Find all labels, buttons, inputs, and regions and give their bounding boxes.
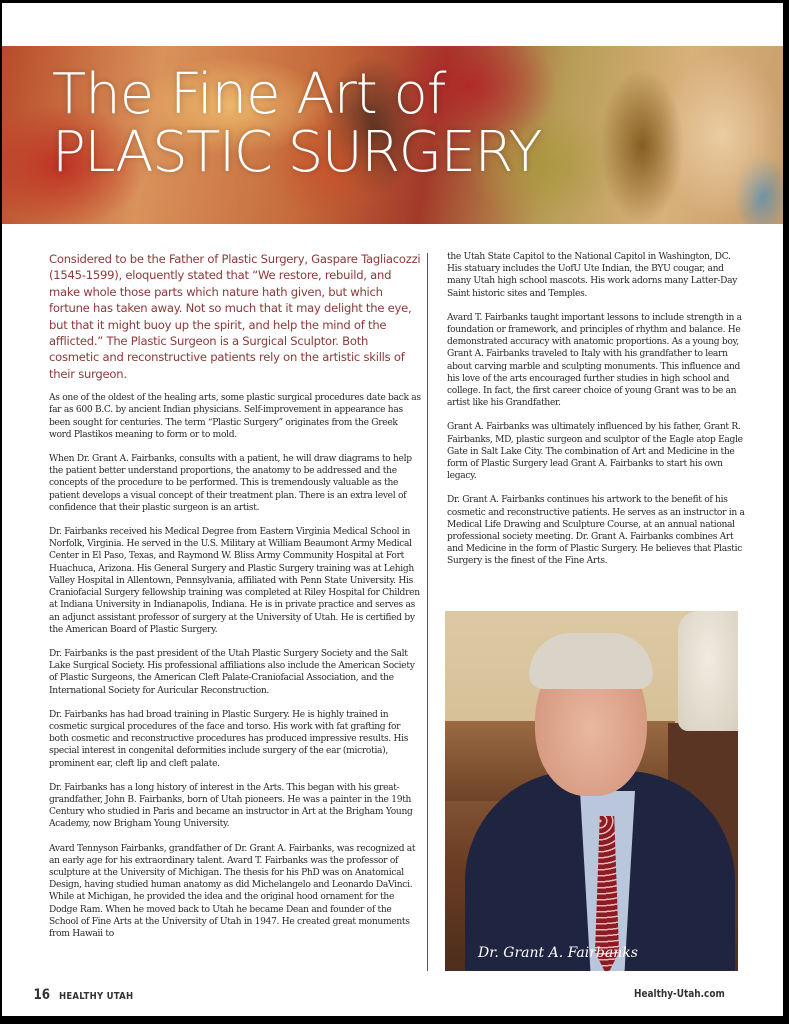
hero-banner xyxy=(2,46,783,224)
body-paragraph: When Dr. Grant A. Fairbanks, consults with a patient, he will draw diagrams to help the patient better understand proportions, the anatomy to be addressed and the concepts of the procedure to be performed. This is tremendously valuable as the patient develops a visual concept of their treatment plan. There is an extra level of confidence that their plastic surgeon is an artist. xyxy=(49,454,412,513)
body-paragraph: the Utah State Capitol to the National Capitol in Washington, DC. His statuary includes the UofU Ute Indian, the BYU cougar, and many Utah high school mascots. His work adorns many Latter-Day Saint historic sites and Temples. xyxy=(447,252,738,299)
portrait-photo xyxy=(445,611,738,971)
title-line-1: The Fine Art of xyxy=(52,62,446,127)
body-paragraph: Dr. Fairbanks is the past president of the Utah Plastic Surgery Society and the Salt Lake Surgical Society. His professional affiliations also include the American Society of Plastic Surgeons, the American Cleft Palate-Craniofacial Association, and the International Society for Auricular Reconstruction. xyxy=(49,648,415,696)
sculpture-bust xyxy=(678,611,738,731)
body-paragraph: Avard T. Fairbanks taught important lessons to include strength in a foundation or framework, and principles of rhythm and balance. He demonstrated accuracy with anatomic proportions. As a young boy, Grant A. Fairbanks traveled to Italy with his grandfather to learn about carving marble and sculpting monuments. This influence and his love of the arts encouraged further studies in high school and college. In fact, the first career choice of young Grant was to be an artist like his Grandfather. xyxy=(447,312,742,409)
body-paragraph: Dr. Grant A. Fairbanks continues his artwork to the benefit of his cosmetic and reconstructive patients. He serves as an instructor in a Medical Life Drawing and Sculpture Course, at an annual national professional society meeting. Dr. Grant A. Fairbanks combines Art and Medicine in the form of Plastic Surgery. He believes that Plastic Surgery is the finest of the Fine Arts. xyxy=(447,495,745,567)
body-paragraph: Dr. Fairbanks received his Medical Degree from Eastern Virginia Medical School in Norfolk, Virginia. He served in the U.S. Military at William Beaumont Army Medical Center in El Paso, Texas, and Raymond W. Bliss Army Community Hospital at Fort Huachuca, Arizona. His General Surgery and Plastic Surgery training was at Lehigh Valley Hospital in Allentown, Pennsylvania, affiliated with Penn State University. His Craniofacial Surgery fellowship training was completed at Riley Hospital for Children at Indiana University in Indianapolis, Indiana. He is in private practice and serves as an adjunct assistant professor of surgery at the University of Utah. He is certified by the American Board of Plastic Surgery. xyxy=(49,527,420,635)
body-paragraph: Avard Tennyson Fairbanks, grandfather of Dr. Grant A. Fairbanks, was recognized at an early age for his extraordinary talent. Avard T. Fairbanks was the professor of sculpture at the University of Michigan. The thesis for his PhD was on Anatomical Design, having studied human anatomy as did Michelangelo and Leonardo DaVinci. While at Michigan, he provided the idea and the original hood ornament for the Dodge Ram. When he moved back to Utah he became Dean and founder of the School of Fine Arts at the University of Utah in 1947. He created great monuments from Hawaii to xyxy=(49,843,416,939)
website-link[interactable]: Healthy-Utah.com xyxy=(634,988,725,1000)
body-paragraph: Dr. Fairbanks has had broad training in Plastic Surgery. He is highly trained in cosmetic surgical procedures of the face and torso. His work with fat grafting for both cosmetic and reconstructive procedures has produced impressive results. His special interest in congenital deformities include surgery of the ear (microtia), prominent ear, cleft lip and cleft palate. xyxy=(49,709,409,769)
right-column xyxy=(447,251,747,580)
title-line-2: PLASTIC SURGERY xyxy=(52,120,541,185)
hair xyxy=(529,633,653,689)
page-title xyxy=(52,62,541,185)
page-number: 16 xyxy=(33,987,51,1003)
body-paragraph: As one of the oldest of the healing arts, some plastic surgical procedures date back as far as 600 B.C. by ancient Indian physicians. Self-improvement in appearance has been sought for centuries. The term “Plastic Surgery” originates from the Greek word Plastikos meaning to form or to mold. xyxy=(49,393,421,440)
photo-caption: Dr. Grant A. Fairbanks xyxy=(478,945,638,961)
lede-paragraph: Considered to be the Father of Plastic Surgery, Gaspare Tagliacozzi (1545-1599), eloquently stated that “We restore, rebuild, and make whole those parts which nature hath given, but which fortune has taken away. Not so much that it may delight the eye, but that it might buoy up the spirit, and help the mind of the afflicted.” The Plastic Surgeon is a Surgical Sculptor. Both cosmetic and reconstructive patients rely on the artistic skills of their surgeon. xyxy=(49,252,421,381)
magazine-name: HEALTHY UTAH xyxy=(59,991,134,1002)
body-paragraph: Dr. Fairbanks has a long history of interest in the Arts. This began with his great-grandfather, John B. Fairbanks, born of Utah pioneers. He was a painter in the 19th Century who studied in Paris and became an instructor in Art at the Brigham Young Academy, now Brigham Young University. xyxy=(49,782,413,830)
left-column xyxy=(49,251,421,952)
body-paragraph: Grant A. Fairbanks was ultimately influenced by his father, Grant R. Fairbanks, MD, plastic surgeon and sculptor of the Eagle atop Eagle Gate in Salt Lake City. The combination of Art and Medicine in the form of Plastic Surgery lead Grant A. Fairbanks to start his own legacy. xyxy=(447,422,743,482)
footer-left xyxy=(32,987,147,1003)
column-divider xyxy=(427,253,428,971)
magazine-page xyxy=(2,3,783,1016)
